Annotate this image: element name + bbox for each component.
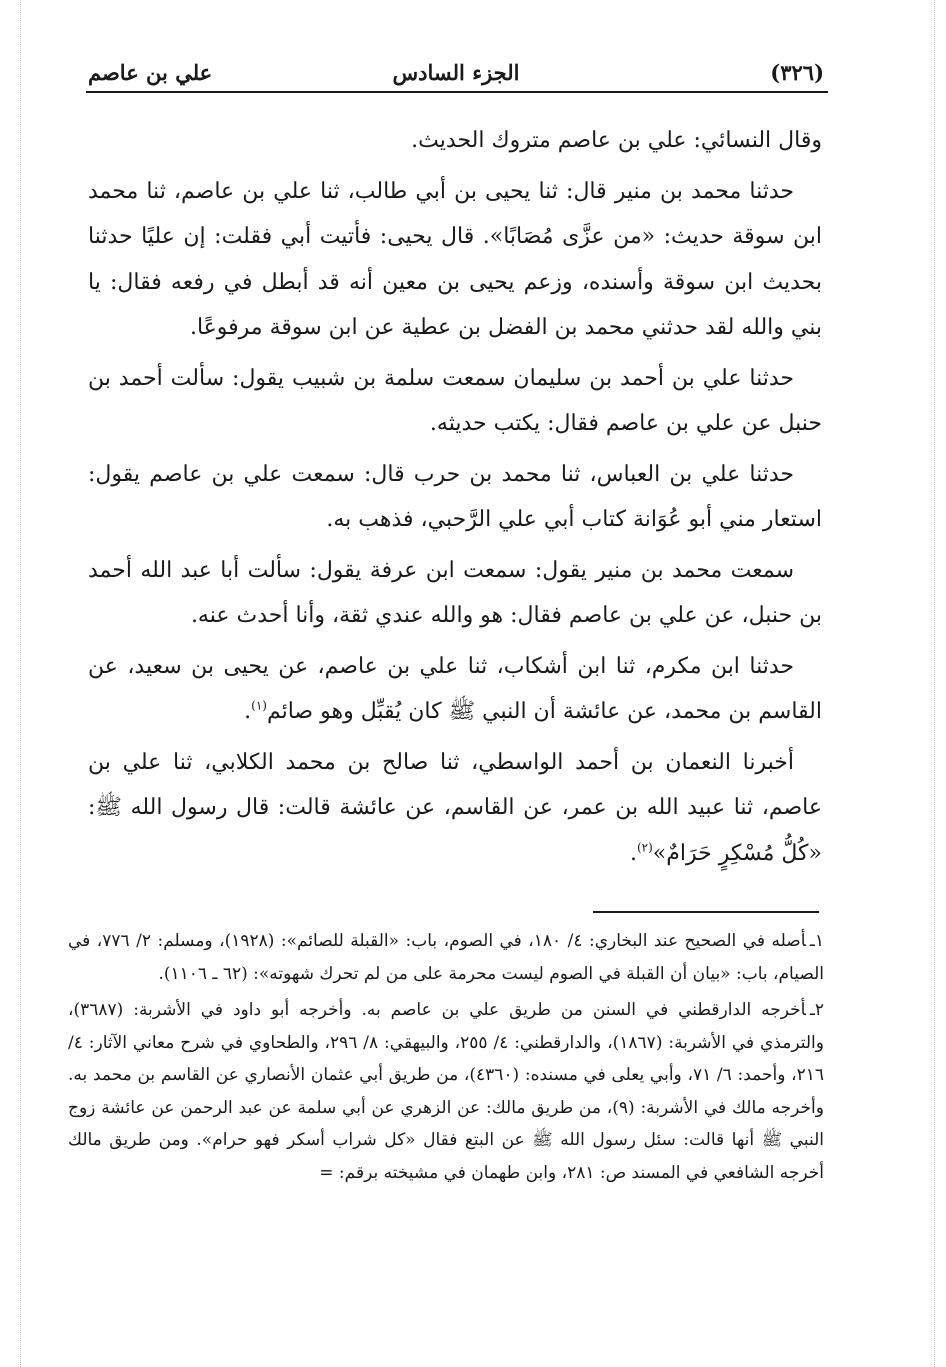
paragraph-with-ref xyxy=(88,740,822,877)
paragraph: وقال النسائي: علي بن عاصم متروك الحديث. xyxy=(411,128,822,153)
header-rule xyxy=(86,91,828,93)
scan-edge-left xyxy=(20,0,22,1367)
page-number: (٣٢٦) xyxy=(770,59,824,85)
paragraph: حدثنا علي بن أحمد بن سليمان سمعت سلمة بن شبيب يقول: سألت أحمد بن حنبل عن علي بن عاصم فقال: يكتب حديثه. xyxy=(88,365,822,436)
footnote-number: ٢ـ xyxy=(809,1000,824,1020)
paragraph: سمعت محمد بن منير يقول: سمعت ابن عرفة يقول: سألت أبا عبد الله أحمد بن حنبل، عن علي بن عاصم فقال: هو والله عندي ثقة، وأنا أحدث عنه. xyxy=(88,557,822,628)
paragraph: حدثنا ابن مكرم، ثنا ابن أشكاب، ثنا علي بن عاصم، عن يحيى بن سعيد، عن القاسم بن محمد، عن عائشة أن النبي ﷺ كان يُقبِّل وهو صائم xyxy=(88,653,822,724)
scan-edge-right xyxy=(934,0,936,1367)
part-title: الجزء السادس xyxy=(392,59,520,85)
end-mark: . xyxy=(629,840,637,866)
entry-title: علي بن عاصم xyxy=(88,59,213,85)
footnote-ref-1: (١) xyxy=(251,698,267,713)
end-mark: . xyxy=(244,699,252,724)
footnote-number: ١ـ xyxy=(809,931,824,951)
footnote-text: أصله في الصحيح عند البخاري: ٤/ ١٨٠، في الصوم، باب: «القبلة للصائم»: (١٩٢٨)، ومسلم: ٢/ ٧٧٦، في الصيام، باب: «بيان أن القبلة في الصوم ليست محرمة على من لم تحرك شهوته»: (٦٢ ـ ١١٠٦). xyxy=(68,931,824,984)
paragraph-with-ref xyxy=(88,644,822,735)
main-text xyxy=(88,118,822,881)
footnote-rule xyxy=(593,911,819,913)
footnote xyxy=(68,994,824,1189)
footnote-text: أخرجه الدارقطني في السنن من طريق علي بن عاصم به. وأخرجه أبو داود في الأشربة: (٣٦٨٧)، والترمذي في الأشربة: (١٨٦٧)، والدارقطني: ٤/ ٢٥٥، والبيهقي: ٨/ ٢٩٦، والطحاوي في شرح معاني الآثار: ٤/ ٢١٦، وأحمد: ٦/ ٧١، وأبي يعلى في مسنده: (٤٣٦٠)، من طريق أبي عثمان الأنصاري عن القاسم بن محمد به. وأخرجه مالك في الأشربة: (٩)، من طريق مالك: عن الزهري عن أبي سلمة عن عبد الرحمن عن عائشة زوج النبي ﷺ أنها قالت: سئل رسول الله ﷺ عن البتع فقال «كل شراب أسكر فهو حرام». ومن طريق مالك أخرجه الشافعي في المسند ص: ٢٨١، وابن طهمان في مشيخته برقم: = xyxy=(68,1000,825,1183)
paragraph: حدثنا علي بن العباس، ثنا محمد بن حرب قال: سمعت علي بن عاصم يقول: استعار مني أبو عُوَانة كتاب أبي علي الرَّحبي، فذهب به. xyxy=(88,461,822,532)
footnotes xyxy=(68,925,824,1193)
paragraph: حدثنا محمد بن منير قال: ثنا يحيى بن أبي طالب، ثنا علي بن عاصم، ثنا محمد ابن سوقة حديث: «من عزَّى مُصَابًا». قال يحيى: فأتيت أبي فقلت: إن عليًا حدثنا بحديث ابن سوقة وأسنده، وزعم يحيى بن معين أنه قد أبطل في رفعه فقال: يا بني والله لقد حدثني محمد بن الفضل بن عطية عن ابن سوقة مرفوعًا. xyxy=(88,178,822,340)
running-header xyxy=(88,52,824,92)
footnote xyxy=(68,925,824,990)
paragraph: أخبرنا النعمان بن أحمد الواسطي، ثنا صالح بن محمد الكلابي، ثنا علي بن عاصم، ثنا عبيد الله بن عمر، عن القاسم، عن عائشة قالت: قال رسول الله ﷺ: «كُلُّ مُسْكِرٍ حَرَامٌ» xyxy=(88,749,822,866)
footnote-ref-2: (٢) xyxy=(636,840,653,855)
